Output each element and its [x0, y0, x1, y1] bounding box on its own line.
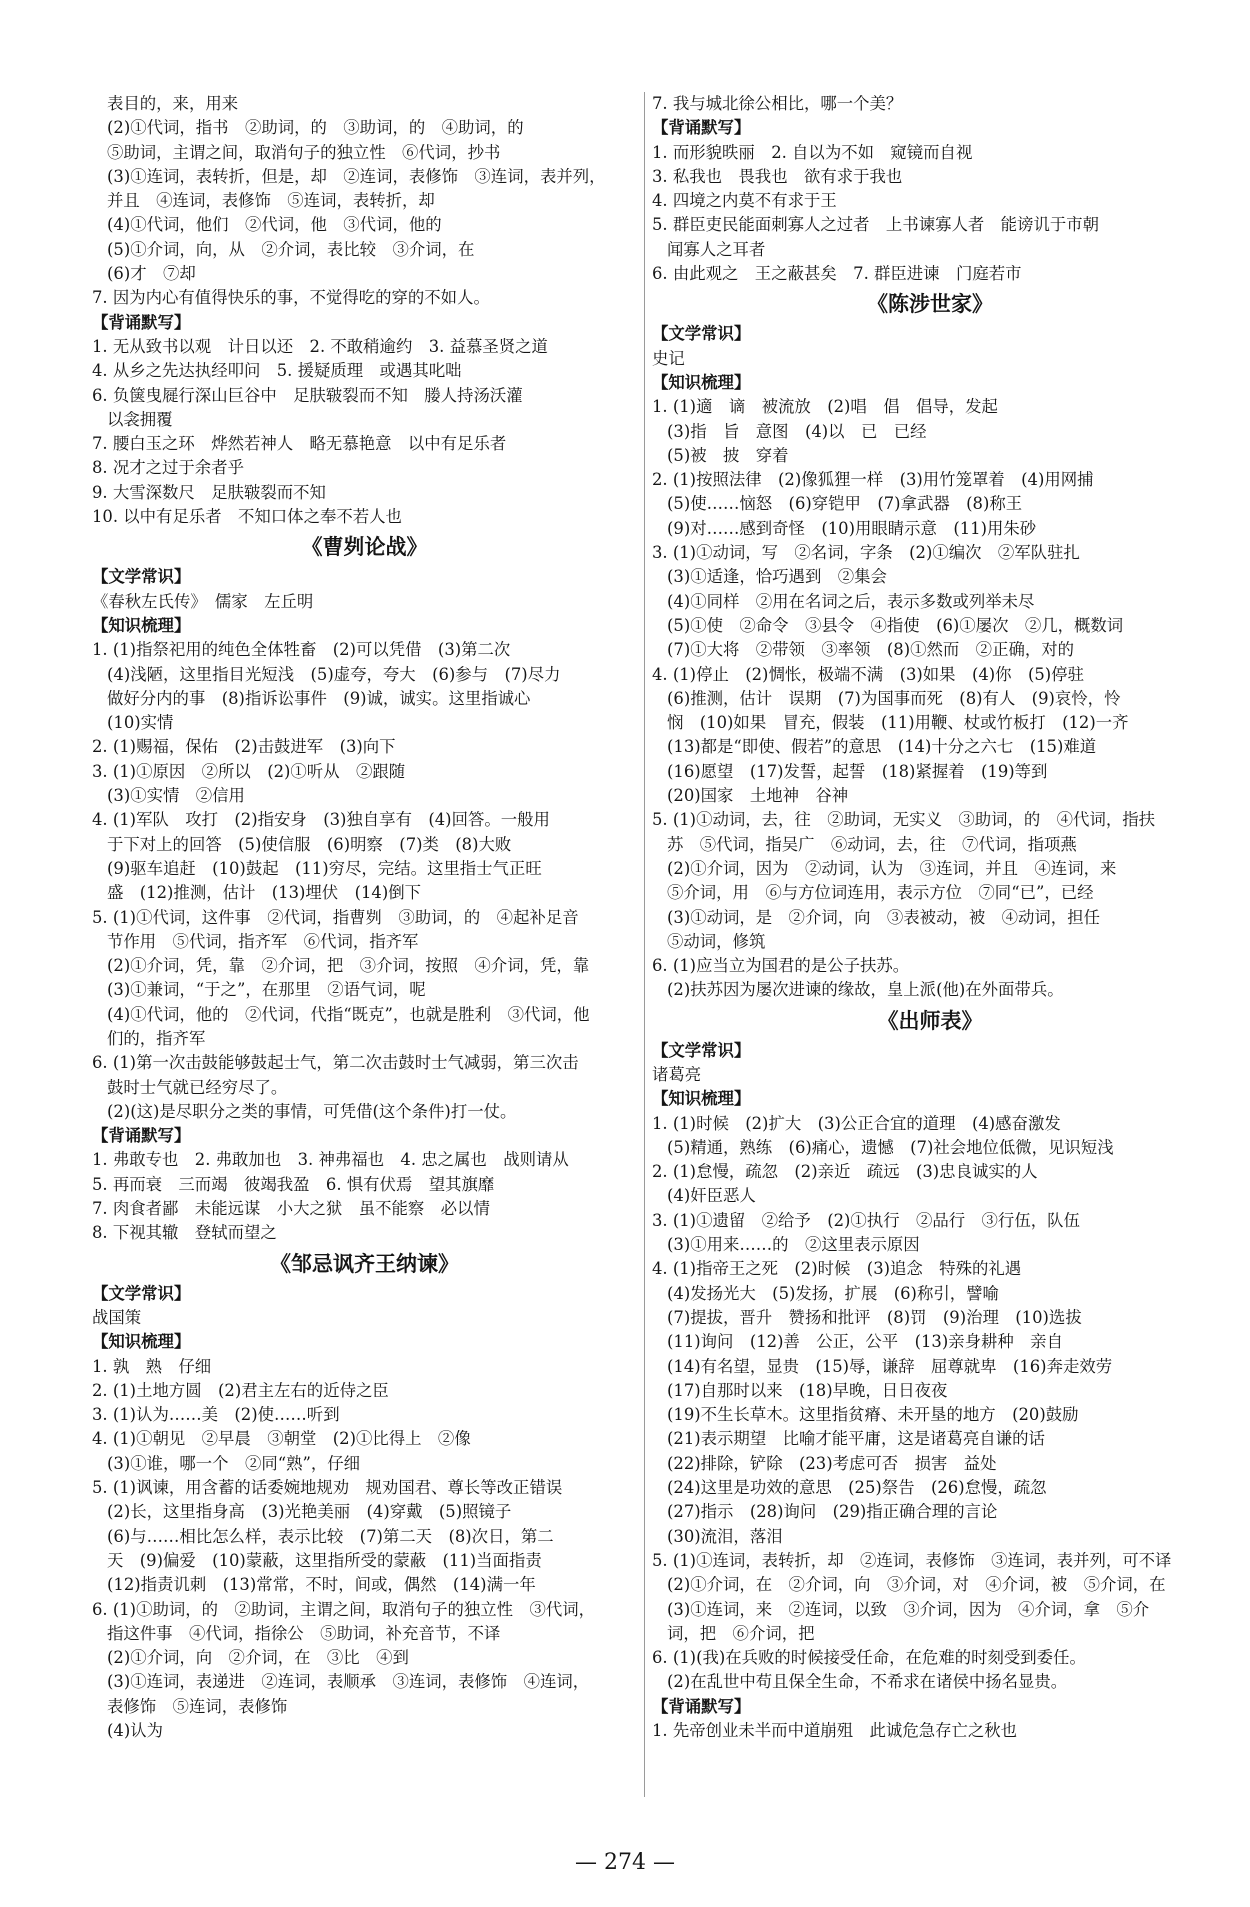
answer-line: 于下对上的回答 (5)使信服 (6)明察 (7)类 (8)大败 — [107, 834, 512, 854]
answer-line: 闻寡人之耳者 — [667, 239, 766, 259]
answer-line: 1. 弗敢专也 2. 弗敢加也 3. 神弗福也 4. 忠之属也 战则请从 — [92, 1150, 569, 1170]
answer-line: (3)①谁，哪一个 ②同“熟”，仔细 — [107, 1453, 361, 1473]
answer-line: (14)有名望，显贵 (15)辱，谦辞 屈尊就卑 (16)奔走效劳 — [667, 1356, 1113, 1376]
answer-line: 6. 由此观之 王之蔽甚矣 7. 群臣进谏 门庭若市 — [652, 264, 1022, 284]
answer-line: (4)认为 — [107, 1721, 163, 1740]
answer-line: 5. 群臣吏民能面刺寡人之过者 上书谏寡人者 能谤讥于市朝 — [652, 215, 1100, 235]
answer-line: ⑤介词，用 ⑥与方位词连用，表示方位 ⑦同“已”，已经 — [667, 883, 1094, 903]
answer-line: (4)①同样 ②用在名词之后，表示多数或列举未尽 — [667, 591, 1035, 611]
answer-line: (4)奸臣恶人 — [667, 1186, 756, 1206]
answer-line: 1. 无从致书以观 计日以还 2. 不敢稍逾约 3. 益慕圣贤之道 — [92, 336, 548, 356]
answer-line: (2)①介词，向 ②介词，在 ③比 ④到 — [107, 1648, 409, 1668]
answer-line: (9)对……感到奇怪 (10)用眼睛示意 (11)用朱砂 — [667, 518, 1037, 538]
answer-line: (3)①动词，是 ②介词，向 ③表被动，被 ④动词，担任 — [667, 907, 1100, 927]
answer-line: (2)在乱世中苟且保全生命，不希求在诸侯中扬名显贵。 — [667, 1672, 1068, 1692]
answer-line: 盛 (12)推测，估计 (13)埋伏 (14)倒下 — [107, 883, 422, 903]
answer-line: (12)指责讥刺 (13)常常，不时，间或，偶然 (14)满一年 — [107, 1575, 536, 1595]
right-column — [652, 92, 1208, 1743]
answer-line: (2)①介词，凭，靠 ②介词，把 ③介词，按照 ④介词，凭，靠 — [107, 956, 590, 976]
answer-line: 表目的，来，用来 — [107, 94, 239, 113]
answer-line: 4. (1)①朝见 ②早晨 ③朝堂 (2)①比得上 ②像 — [92, 1429, 471, 1449]
answer-line: 节作用 ⑤代词，指齐军 ⑥代词，指齐军 — [107, 931, 419, 951]
answer-line: ⑤动词，修筑 — [667, 931, 766, 951]
answer-line: (11)询问 (12)善 公正，公平 (13)亲身耕种 亲自 — [667, 1332, 1063, 1352]
answer-line: 3. (1)①动词，写 ②名词，字条 (2)①编次 ②军队驻扎 — [652, 543, 1080, 563]
answer-line: (20)国家 土地神 谷神 — [667, 786, 849, 806]
section-label: 【文学常识】 — [652, 1040, 751, 1060]
answer-line: 1. 先帝创业未半而中道崩殂 此诚危急存亡之秋也 — [652, 1721, 1018, 1740]
answer-line: 6. (1)(我)在兵败的时候接受任命，在危难的时刻受到委任。 — [652, 1648, 1086, 1668]
answer-line: 6. (1)第一次击鼓能够鼓起士气，第二次击鼓时士气减弱，第三次击 — [92, 1053, 579, 1073]
column-divider — [644, 92, 645, 1797]
page-number: — 274 — — [575, 1850, 675, 1875]
answer-line: 3. (1)①原因 ②所以 (2)①听从 ②跟随 — [92, 761, 406, 781]
answer-line: 5. (1)①动词，去，往 ②助词，无实义 ③助词，的 ④代词，指扶 — [652, 810, 1156, 830]
section-label: 【知识梳理】 — [652, 1089, 751, 1109]
answer-line: 4. (1)停止 (2)惆怅，极端不满 (3)如果 (4)你 (5)停驻 — [652, 664, 1084, 684]
answer-line: (5)精通，熟练 (6)痛心，遗憾 (7)社会地位低微，见识短浅 — [667, 1137, 1114, 1157]
answer-line: 2. (1)怠慢，疏忽 (2)亲近 疏远 (3)忠良诚实的人 — [652, 1162, 1038, 1182]
answer-line: (9)驱车追赶 (10)鼓起 (11)穷尽，完结。这里指士气正旺 — [107, 858, 542, 878]
section-title: 《曹刿论战》 — [301, 534, 428, 560]
answer-line: 4. 四境之内莫不有求于王 — [652, 191, 837, 211]
answer-line: ⑤助词，主谓之间，取消句子的独立性 ⑥代词，抄书 — [107, 142, 501, 162]
answer-line: 们的，指齐军 — [107, 1028, 206, 1048]
answer-line: (3)①实情 ②信用 — [107, 786, 245, 806]
answer-line: (27)指示 (28)询问 (29)指正确合理的言论 — [667, 1502, 998, 1522]
answer-line: (10)实情 — [107, 713, 174, 733]
answer-line: 悯 (10)如果 冒充，假装 (11)用鞭、杖或竹板打 (12)一齐 — [667, 713, 1129, 733]
section-title: 《邹忌讽齐王纳谏》 — [270, 1250, 459, 1276]
answer-line: (5)①介词，向，从 ②介词，表比较 ③介词，在 — [107, 239, 475, 259]
answer-line: (5)①使 ②命令 ③县令 ④指使 (6)①屡次 ②几，概数词 — [667, 615, 1124, 635]
answer-line: 6. (1)应当立为国君的是公子扶苏。 — [652, 956, 910, 976]
answer-line: 鼓时士气就已经穷尽了。 — [107, 1077, 288, 1097]
answer-line: (2)(这)是尽职分之类的事情，可凭借(这个条件)打一仗。 — [107, 1101, 517, 1121]
answer-line: 1. (1)时候 (2)扩大 (3)公正合宜的道理 (4)感奋激发 — [652, 1113, 1061, 1133]
answer-line: 4. (1)指帝王之死 (2)时候 (3)追念 特殊的礼遇 — [652, 1259, 1022, 1279]
section-label: 【背诵默写】 — [652, 1696, 751, 1716]
answer-line: 并且 ④连词，表修饰 ⑤连词，表转折，却 — [107, 191, 435, 211]
section-label: 【文学常识】 — [92, 1283, 191, 1303]
answer-line: 2. (1)土地方圆 (2)君主左右的近侍之臣 — [92, 1380, 389, 1400]
answer-line: (6)与……相比怎么样，表示比较 (7)第二天 (8)次日，第二 — [107, 1526, 554, 1546]
answer-line: 7. 我与城北徐公相比，哪一个美？ — [652, 94, 903, 113]
answer-line: (3)①连词，表转折，但是，却 ②连词，表修饰 ③连词，表并列， — [107, 166, 606, 186]
answer-line: 战国策 — [92, 1307, 142, 1327]
answer-line: 2. (1)按照法律 (2)像狐狸一样 (3)用竹笼罩着 (4)用网捕 — [652, 470, 1094, 490]
answer-line: 1. 孰 熟 仔细 — [92, 1356, 212, 1376]
answer-line: (3)①用来……的 ②这里表示原因 — [667, 1235, 920, 1255]
answer-line: (3)①连词，来 ②连词，以致 ③介词，因为 ④介词，拿 ⑤介 — [667, 1599, 1150, 1619]
answer-line: 6. (1)①助词，的 ②助词，主谓之间，取消句子的独立性 ③代词， — [92, 1599, 596, 1619]
answer-line: 5. 再而衰 三而竭 彼竭我盈 6. 惧有伏焉 望其旗靡 — [92, 1174, 495, 1194]
answer-line: 做好分内的事 (8)指诉讼事件 (9)诚，诚实。这里指诚心 — [107, 688, 531, 708]
answer-line: (13)都是“即使、假若”的意思 (14)十分之六七 (15)难道 — [667, 737, 1097, 757]
answer-line: (22)排除，铲除 (23)考虑可否 损害 益处 — [667, 1453, 997, 1473]
answer-line: (6)才 ⑦却 — [107, 264, 196, 284]
answer-line: 史记 — [652, 348, 685, 368]
answer-line: 指这件事 ④代词，指徐公 ⑤助词，补充音节，不译 — [107, 1623, 501, 1643]
answer-line: 5. (1)①连词，表转折，却 ②连词，表修饰 ③连词，表并列，可不译 — [652, 1550, 1172, 1570]
answer-line: (30)流泪，落泪 — [667, 1526, 783, 1546]
answer-line: 6. 负箧曳屣行深山巨谷中 足肤皲裂而不知 媵人持汤沃灌 — [92, 385, 523, 405]
answer-line: (4)①代词，他的 ②代词，代指“既克”，也就是胜利 ③代词，他 — [107, 1004, 590, 1024]
section-label: 【文学常识】 — [92, 567, 191, 587]
section-label: 【背诵默写】 — [92, 312, 191, 332]
answer-line: 8. 下视其辙 登轼而望之 — [92, 1223, 277, 1243]
section-title: 《陈涉世家》 — [867, 291, 993, 317]
left-column — [92, 92, 637, 1743]
answer-line: (3)①连词，表递进 ②连词，表顺承 ③连词，表修饰 ④连词， — [107, 1672, 590, 1692]
answer-line: 7. 因为内心有值得快乐的事，不觉得吃的穿的不如人。 — [92, 288, 490, 308]
answer-line: 7. 肉食者鄙 未能远谋 小大之狱 虽不能察 必以情 — [92, 1199, 490, 1219]
answer-line: (2)长，这里指身高 (3)光艳美丽 (4)穿戴 (5)照镜子 — [107, 1502, 512, 1522]
answer-line: (21)表示期望 比喻才能平庸，这是诸葛亮自谦的话 — [667, 1429, 1045, 1449]
answer-line: (7)提拔，晋升 赞扬和批评 (8)罚 (9)治理 (10)选拔 — [667, 1307, 1082, 1327]
answer-line: (3)指 旨 意图 (4)以 已 已经 — [667, 421, 927, 441]
answer-line: 词，把 ⑥介词，把 — [667, 1623, 815, 1643]
answer-line: (6)推测，估计 误期 (7)为国事而死 (8)有人 (9)哀怜，怜 — [667, 688, 1121, 708]
answer-line: (7)①大将 ②带领 ③率领 (8)①然而 ②正确，对的 — [667, 640, 1075, 660]
answer-line: (2)①介词，在 ②介词，向 ③介词，对 ④介词，被 ⑤介词，在 — [667, 1575, 1166, 1595]
answer-line: (4)浅陋，这里指目光短浅 (5)虚夸，夸大 (6)参与 (7)尽力 — [107, 664, 561, 684]
answer-line: 2. (1)赐福，保佑 (2)击鼓进军 (3)向下 — [92, 737, 396, 757]
answer-line: 4. (1)军队 攻打 (2)指安身 (3)独自享有 (4)回答。一般用 — [92, 810, 550, 830]
answer-line: 苏 ⑤代词，指吴广 ⑥动词，去，往 ⑦代词，指项燕 — [667, 834, 1077, 854]
answer-line: 4. 从乡之先达执经叩问 5. 援疑质理 或遇其叱咄 — [92, 361, 462, 381]
answer-line: 《春秋左氏传》 儒家 左丘明 — [92, 591, 314, 611]
section-label: 【文学常识】 — [652, 324, 751, 344]
section-label: 【知识梳理】 — [92, 615, 191, 635]
answer-line: (2)①代词，指书 ②助词，的 ③助词，的 ④助词，的 — [107, 118, 524, 138]
answer-line: 诸葛亮 — [652, 1064, 702, 1084]
answer-line: 3. (1)认为……美 (2)使……听到 — [92, 1405, 340, 1425]
answer-line: (3)①兼词，“于之”，在那里 ②语气词，呢 — [107, 980, 426, 1000]
answer-line: 10. 以中有足乐者 不知口体之奉不若人也 — [92, 507, 402, 527]
answer-line: 天 (9)偏爱 (10)蒙蔽，这里指所受的蒙蔽 (11)当面指责 — [107, 1550, 542, 1570]
section-label: 【知识梳理】 — [92, 1332, 191, 1352]
answer-line: 表修饰 ⑤连词，表修饰 — [107, 1696, 288, 1716]
answer-line: (3)①适逢，恰巧遇到 ②集会 — [667, 567, 887, 587]
answer-line: 9. 大雪深数尺 足肤皲裂而不知 — [92, 482, 326, 502]
answer-line: 以衾拥覆 — [107, 409, 173, 429]
answer-line: 1. 而形貌昳丽 2. 自以为不如 窥镜而自视 — [652, 142, 973, 162]
section-label: 【知识梳理】 — [652, 372, 751, 392]
answer-line: 5. (1)①代词，这件事 ②代词，指曹刿 ③助词，的 ④起补足音 — [92, 907, 579, 927]
answer-line: (5)使……恼怒 (6)穿铠甲 (7)拿武器 (8)称王 — [667, 494, 1023, 514]
answer-line: (5)被 披 穿着 — [667, 445, 789, 465]
answer-line: 3. 私我也 畏我也 欲有求于我也 — [652, 166, 903, 186]
answer-line: 5. (1)讽谏，用含蓄的话委婉地规劝 规劝国君、尊长等改正错误 — [92, 1478, 563, 1498]
section-title: 《出师表》 — [877, 1007, 983, 1033]
answer-line: (2)扶苏因为屡次进谏的缘故，皇上派(他)在外面带兵。 — [667, 980, 1064, 1000]
answer-line: (16)愿望 (17)发誓，起誓 (18)紧握着 (19)等到 — [667, 761, 1048, 781]
answer-line: 1. (1)適 谪 被流放 (2)唱 倡 倡导，发起 — [652, 397, 998, 417]
answer-line: (2)①介词，因为 ②动词，认为 ③连词，并且 ④连词，来 — [667, 858, 1117, 878]
answer-line: (24)这里是功效的意思 (25)祭告 (26)怠慢，疏忽 — [667, 1478, 1047, 1498]
section-label: 【背诵默写】 — [92, 1126, 191, 1146]
answer-line: (19)不生长草木。这里指贫瘠、未开垦的地方 (20)鼓励 — [667, 1405, 1079, 1425]
answer-line: 1. (1)指祭祀用的纯色全体牲畜 (2)可以凭借 (3)第二次 — [92, 640, 511, 660]
answer-line: (4)发扬光大 (5)发扬，扩展 (6)称引，譬喻 — [667, 1283, 999, 1303]
answer-line: 7. 腰白玉之环 烨然若神人 略无慕艳意 以中有足乐者 — [92, 434, 507, 454]
answer-line: 8. 况才之过于余者乎 — [92, 458, 244, 478]
answer-line: 3. (1)①遗留 ②给予 (2)①执行 ②品行 ③行伍，队伍 — [652, 1210, 1080, 1230]
answer-line: (17)自那时以来 (18)早晚，日日夜夜 — [667, 1380, 948, 1400]
answer-line: (4)①代词，他们 ②代词，他 ③代词，他的 — [107, 215, 442, 235]
section-label: 【背诵默写】 — [652, 118, 751, 138]
